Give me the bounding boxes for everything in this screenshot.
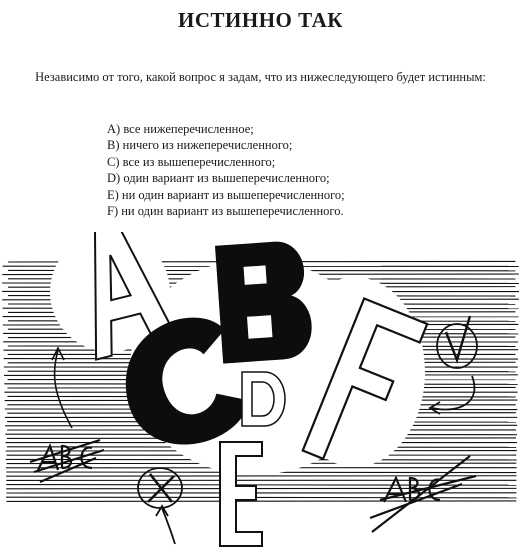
answer-option-e: E) ни один вариант из вышеперечисленного;	[107, 187, 345, 202]
circled-v-icon	[430, 316, 477, 414]
question-text: Независимо от того, какой вопрос я задам, что из нижеследующего будет истинным:	[35, 70, 486, 84]
letter-b-solid	[216, 241, 313, 363]
answer-options-list	[107, 121, 345, 219]
answer-option-b: B) ничего из нижеперечисленного;	[107, 138, 293, 153]
answer-option-c: C) все из вышеперечисленного;	[107, 154, 276, 169]
answer-option-d: D) один вариант из вышеперечисленного;	[107, 171, 330, 186]
page-title: ИСТИННО ТАК	[178, 8, 343, 32]
answer-option-f: F) ни один вариант из вышеперечисленного.	[107, 204, 344, 219]
circled-x-icon	[138, 468, 182, 544]
answer-option-a: A) все нижеперечисленное;	[107, 122, 254, 136]
letters-illustration	[0, 232, 521, 549]
